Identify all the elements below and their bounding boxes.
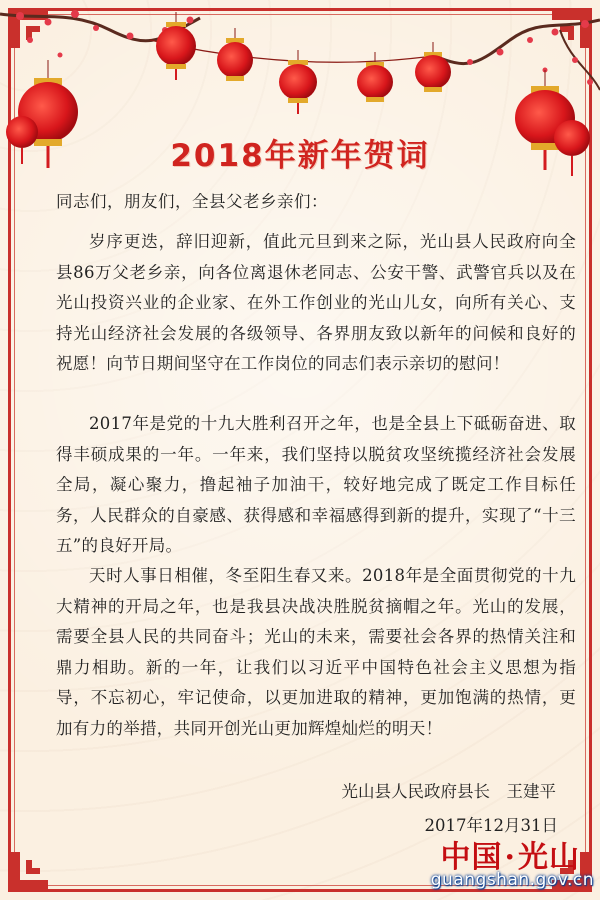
page-title: 2018年新年贺词: [170, 138, 430, 174]
paragraph: 2017年是党的十九大胜利召开之年，也是全县上下砥砺奋进、取得丰硕成果的一年。一年来，我们坚持以脱贫攻坚统揽经济社会发展全局，凝心聚力，撸起袖子加油干，较好地完成了既定工作目标任务，人民群众的自豪感、获得感和幸福感得到新的提升，实现了“十三五”的良好开局。: [56, 414, 576, 555]
signature-date: 2017年12月31日: [424, 816, 558, 835]
logo-dot: ·: [504, 840, 516, 875]
logo-part-china: 中国: [440, 840, 503, 875]
corner-ornament-icon: [8, 838, 62, 892]
logo-part-guangshan: 光山: [518, 840, 580, 875]
paragraph: 岁序更迭，辞旧迎新，值此元旦到来之际，光山县人民政府向全县86万父老乡亲，向各位离退休老同志、公安干警、武警官兵以及在光山投资兴业的企业家、在外工作创业的光山儿女，向所有关心、支持光山经济社会发展的各级领导、各界朋友致以新年的问候和良好的祝愿！向节日期间坚守在工作岗位的同志们表示亲切的慰问！: [56, 232, 576, 373]
paragraph: 天时人事日相催，冬至阳生春又来。2018年是全面贯彻党的十九大精神的开局之年，也是我县决战决胜脱贫摘帽之年。光山的发展，需要全县人民的共同奋斗；光山的未来，需要社会各界的热情关注和鼎力相助。新的一年，让我们以习近平中国特色社会主义思想为指导，不忘初心，牢记使命，以更加进取的精神，更加饱满的热情，更加有力的举措，共同开创光山更加辉煌灿烂的明天！: [56, 566, 576, 738]
site-url: guangshan.gov.cn: [430, 870, 594, 890]
salutation: 同志们，朋友们，全县父老乡亲们：: [56, 192, 328, 211]
signature: 光山县人民政府县长 王建平: [341, 782, 556, 801]
